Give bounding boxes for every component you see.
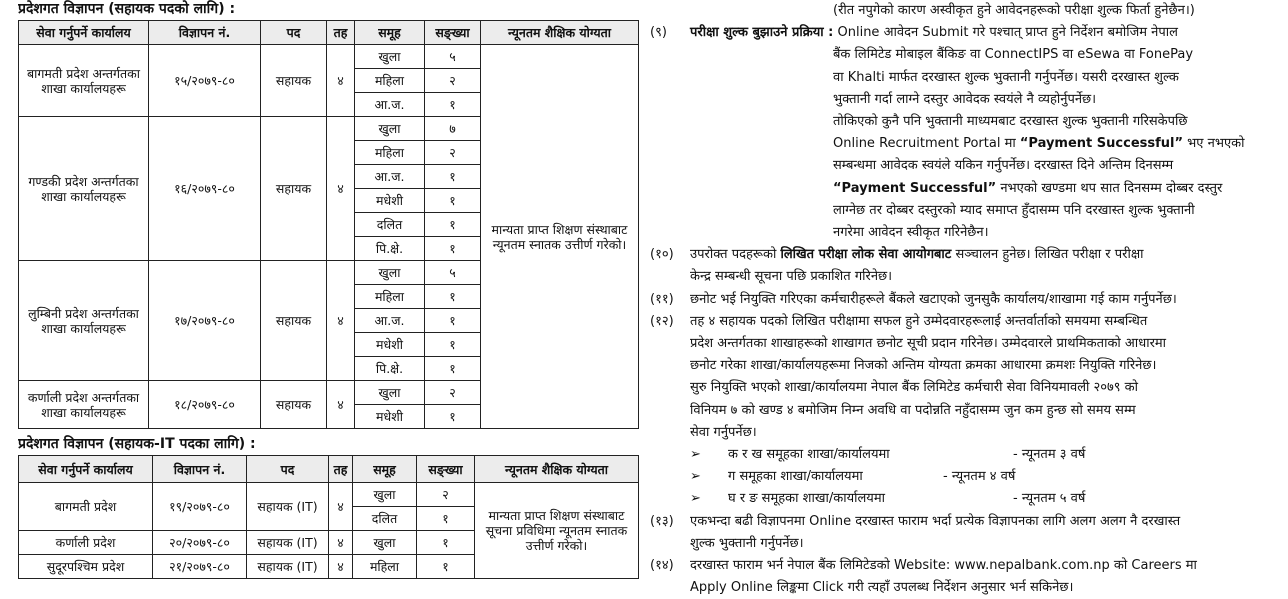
payment-successful-text: “Payment Successful” xyxy=(833,180,997,196)
count-cell: ५ xyxy=(425,261,481,285)
adno-cell: २०/२०७९-८० xyxy=(153,531,247,555)
col-count: सङ्ख्या xyxy=(425,21,481,45)
group-cell: मधेशी xyxy=(355,405,425,429)
post-cell: सहायक (IT) xyxy=(247,483,329,531)
item9-line: सम्बन्धमा आवेदक स्वयंले यकिन गर्नुपर्नेछ। दरखास्त दिने अन्तिम दिनसम्म xyxy=(833,158,1174,174)
bullet-office: क र ख समूहका शाखा/कार्यालयमा xyxy=(728,447,890,463)
adno-cell: १९/२०७९-८० xyxy=(153,483,247,531)
item9-text: Online Recruitment Portal मा xyxy=(833,136,1016,152)
item10-number: (१०) xyxy=(650,247,674,263)
adno-cell: १५/२०७९-८० xyxy=(149,45,261,117)
col-count: सङ्ख्या xyxy=(417,456,475,483)
item12-line: विनियम ७ को खण्ड ४ बमोजिम निम्न अवधि वा पदोन्नति नहुँदासम्म जुन कम हुन्छ सो समय सम्म xyxy=(690,402,1136,418)
level-cell: ४ xyxy=(327,117,355,261)
arrow-icon: ➢ xyxy=(690,447,701,463)
tenure-bullet xyxy=(650,466,1280,488)
group-cell: पि.क्षे. xyxy=(355,237,425,261)
item10-line xyxy=(650,244,1280,266)
post-cell: सहायक (IT) xyxy=(247,531,329,555)
count-cell: २ xyxy=(425,381,481,405)
office-cell: कर्णाली प्रदेश xyxy=(19,531,153,555)
item9-text: नभएको खण्डमा थप सात दिनसम्म दोब्बर दस्तुर xyxy=(1000,180,1223,196)
office-cell: सुदूरपश्चिम प्रदेश xyxy=(19,555,153,579)
item12-text: तह ४ सहायक पदको लिखित परीक्षामा सफल हुने उम्मेदवारहरूलाई अन्तर्वार्ताको समयमा सम्बन्धित xyxy=(690,313,1148,329)
level-cell: ४ xyxy=(329,531,353,555)
count-cell: १ xyxy=(425,165,481,189)
table-header-row xyxy=(19,21,639,45)
item10-text: उपरोक्त पदहरूको xyxy=(690,247,777,263)
col-office: सेवा गर्नुपर्ने कार्यालय xyxy=(19,456,153,483)
count-cell: १ xyxy=(425,333,481,357)
item13-text: एकभन्दा बढी विज्ञापनमा Online दरखास्त फाराम भर्दा प्रत्येक विज्ञापनका लागि अलग अलग नै दरखास्त xyxy=(690,513,1181,529)
level-cell: ४ xyxy=(329,555,353,579)
post-cell: सहायक xyxy=(261,45,327,117)
item13-number: (१३) xyxy=(650,513,674,529)
col-adno: विज्ञापन नं. xyxy=(149,21,261,45)
item13-line xyxy=(650,511,1280,533)
level-cell: ४ xyxy=(327,261,355,381)
group-cell: महिला xyxy=(355,69,425,93)
item12-line: सुरु नियुक्ति भएको शाखा/कार्यालयमा नेपाल बैंक लिमिटेड कर्मचारी सेवा विनियमावली २०७९ को xyxy=(690,380,1139,396)
adno-cell: १६/२०७९-८० xyxy=(149,117,261,261)
item9-heading: परीक्षा शुल्क बुझाउने प्रक्रिया : xyxy=(690,25,834,41)
group-cell: मधेशी xyxy=(355,333,425,357)
adno-cell: २१/२०७९-८० xyxy=(153,555,247,579)
fee-refund-note: (रीत नपुगेको कारण अस्वीकृत हुने आवेदनहरूको परीक्षा शुल्क फिर्ता हुनेछैन।) xyxy=(833,3,1195,18)
item9-line: भुक्तानी गर्दा लाग्ने दस्तुर आवेदक स्वयंले नै व्यहोर्नुपर्नेछ। xyxy=(833,91,1097,107)
item11-line xyxy=(650,289,1280,311)
col-qualification: न्यूनतम शैक्षिक योग्यता xyxy=(481,21,639,45)
table-row xyxy=(19,45,639,69)
post-cell: सहायक xyxy=(261,117,327,261)
item9-line xyxy=(650,22,1280,44)
count-cell: २ xyxy=(417,483,475,507)
level-cell: ४ xyxy=(327,45,355,117)
section2-title: प्रदेशगत विज्ञापन (सहायक-IT पदका लागि) : xyxy=(18,436,256,452)
item14-text: दरखास्त फाराम भर्न नेपाल बैंक लिमिटेडको Website: www.nepalbank.com.np को Careers मा xyxy=(690,558,1197,574)
office-cell: बागमती प्रदेश xyxy=(19,483,153,531)
office-cell: कर्णाली प्रदेश अन्तर्गतका शाखा कार्यालयहरू xyxy=(19,381,149,429)
payment-successful-text: “Payment Successful” xyxy=(1019,136,1184,152)
arrow-icon: ➢ xyxy=(690,491,701,507)
col-group: समूह xyxy=(353,456,417,483)
group-cell: खुला xyxy=(353,531,417,555)
bullet-duration: - न्यूनतम ५ वर्ष xyxy=(1013,491,1086,507)
adno-cell: १७/२०७९-८० xyxy=(149,261,261,381)
office-cell: लुम्बिनी प्रदेश अन्तर्गतका शाखा कार्यालयहरू xyxy=(19,261,149,381)
count-cell: १ xyxy=(417,507,475,531)
bullet-duration: - न्यूनतम ४ वर्ष xyxy=(943,469,1016,485)
count-cell: ५ xyxy=(425,45,481,69)
item14-line: Apply Online लिङ्कमा Click गरी त्यहाँ उपलब्ध निर्देशन अनुसार भर्न सकिनेछ। xyxy=(690,580,1074,596)
left-column xyxy=(18,0,640,579)
item9-line: वा Khalti मार्फत दरखास्त शुल्क भुक्तानी गर्नुपर्नेछ। यसरी दरखास्त शुल्क xyxy=(833,69,1179,85)
col-group: समूह xyxy=(355,21,425,45)
col-level: तह xyxy=(329,456,353,483)
qualification-cell: मान्यता प्राप्त शिक्षण संस्थाबाट न्यूनतम स्नातक उत्तीर्ण गरेको। xyxy=(481,45,639,429)
item9-line: तोकिएको कुनै पनि भुक्तानी माध्यमबाट दरखास्त शुल्क भुक्तानी गरिसकेपछि xyxy=(833,114,1188,130)
count-cell: १ xyxy=(425,357,481,381)
count-cell: १ xyxy=(417,555,475,579)
right-column xyxy=(650,0,1280,599)
group-cell: आ.ज. xyxy=(355,165,425,189)
assistant-vacancy-table xyxy=(18,20,639,429)
assistant-it-vacancy-table xyxy=(18,455,639,579)
count-cell: १ xyxy=(425,405,481,429)
group-cell: आ.ज. xyxy=(355,93,425,117)
office-cell: बागमती प्रदेश अन्तर्गतका शाखा कार्यालयहरू xyxy=(19,45,149,117)
group-cell: मधेशी xyxy=(355,189,425,213)
col-adno: विज्ञापन नं. xyxy=(153,456,247,483)
item12-line xyxy=(650,311,1280,333)
group-cell: खुला xyxy=(353,483,417,507)
table-header-row xyxy=(19,456,639,483)
post-cell: सहायक xyxy=(261,381,327,429)
item9-line xyxy=(650,133,1280,155)
item14-number: (१४) xyxy=(650,558,674,574)
section1-title: प्रदेशगत विज्ञापन (सहायक पदको लागि) : xyxy=(18,1,236,17)
count-cell: १ xyxy=(425,213,481,237)
table-row xyxy=(19,483,639,507)
item11-number: (११) xyxy=(650,291,674,307)
col-level: तह xyxy=(327,21,355,45)
group-cell: महिला xyxy=(353,555,417,579)
count-cell: ७ xyxy=(425,117,481,141)
count-cell: १ xyxy=(425,189,481,213)
item9-line: लाग्नेछ तर दोब्बर दस्तुरको म्याद समाप्त हुँदासम्म पनि दरखास्त शुल्क भुक्तानी xyxy=(833,202,1195,218)
group-cell: आ.ज. xyxy=(355,309,425,333)
item9-text: Online आवेदन Submit गरे पश्चात् प्राप्त हुने निर्देशन बमोजिम नेपाल xyxy=(837,25,1178,41)
bullet-office: ग समूहका शाखा/कार्यालयमा xyxy=(728,469,863,485)
office-cell: गण्डकी प्रदेश अन्तर्गतका शाखा कार्यालयहरू xyxy=(19,117,149,261)
post-cell: सहायक xyxy=(261,261,327,381)
group-cell: महिला xyxy=(355,285,425,309)
group-cell: खुला xyxy=(355,381,425,405)
level-cell: ४ xyxy=(327,381,355,429)
col-post: पद xyxy=(261,21,327,45)
count-cell: १ xyxy=(425,309,481,333)
item9-text: भए नभएको xyxy=(1187,136,1245,152)
count-cell: २ xyxy=(425,69,481,93)
count-cell: १ xyxy=(425,93,481,117)
item10-line: केन्द्र सम्बन्धी सूचना पछि प्रकाशित गरिनेछ। xyxy=(690,269,893,285)
level-cell: ४ xyxy=(329,483,353,531)
count-cell: १ xyxy=(425,285,481,309)
item14-line xyxy=(650,555,1280,577)
group-cell: महिला xyxy=(355,141,425,165)
item12-line: छनोट गरेका शाखा/कार्यालयहरूमा निजको अन्तिम योग्यता क्रमका आधारमा क्रमशः नियुक्ति गरिनेछ। xyxy=(690,358,1157,374)
item13-line: शुल्क भुक्तानी गर्नुपर्नेछ। xyxy=(690,535,804,551)
col-post: पद xyxy=(247,456,329,483)
group-cell: पि.क्षे. xyxy=(355,357,425,381)
adno-cell: १८/२०७९-८० xyxy=(149,381,261,429)
tenure-bullet xyxy=(650,488,1280,510)
tenure-bullet xyxy=(650,444,1280,466)
qualification-cell: मान्यता प्राप्त शिक्षण संस्थाबाट सूचना प्रविधिमा न्यूनतम स्नातक उत्तीर्ण गरेको। xyxy=(475,483,639,579)
group-cell: खुला xyxy=(355,45,425,69)
group-cell: दलित xyxy=(355,213,425,237)
item12-number: (१२) xyxy=(650,313,674,329)
item10-bold: लिखित परीक्षा लोक सेवा आयोगबाट xyxy=(780,247,952,263)
group-cell: दलित xyxy=(353,507,417,531)
count-cell: १ xyxy=(417,531,475,555)
item11-text: छनोट भई नियुक्ति गरिएका कर्मचारीहरूले बैंकले खटाएको जुनसुकै कार्यालय/शाखामा गई काम गर्नुपर्नेछ। xyxy=(690,291,1177,307)
item9-number: (९) xyxy=(650,25,667,41)
count-cell: २ xyxy=(425,141,481,165)
count-cell: १ xyxy=(425,237,481,261)
post-cell: सहायक (IT) xyxy=(247,555,329,579)
bullet-office: घ र ङ समूहका शाखा/कार्यालयमा xyxy=(728,491,885,507)
item10-text: सञ्चालन हुनेछ। लिखित परीक्षा र परीक्षा xyxy=(955,247,1144,263)
item9-line xyxy=(650,178,1280,200)
bullet-duration: - न्यूनतम ३ वर्ष xyxy=(1013,447,1086,463)
item9-line: बैंक लिमिटेड मोबाइल बैंकिङ वा ConnectIPS वा eSewa वा FonePay xyxy=(833,47,1194,63)
col-qualification: न्यूनतम शैक्षिक योग्यता xyxy=(475,456,639,483)
col-office: सेवा गर्नुपर्ने कार्यालय xyxy=(19,21,149,45)
item12-line: सेवा गर्नुपर्नेछ। xyxy=(690,424,757,440)
item9-line: नगरेमा आवेदन स्वीकृत गरिनेछैन। xyxy=(833,225,989,241)
group-cell: खुला xyxy=(355,117,425,141)
group-cell: खुला xyxy=(355,261,425,285)
item12-line: प्रदेश अन्तर्गतका शाखाहरूको शाखागत छनोट सूची प्रदान गरिनेछ। उम्मेदवारले प्राथमिकताको आधारमा xyxy=(690,336,1167,352)
arrow-icon: ➢ xyxy=(690,469,701,485)
